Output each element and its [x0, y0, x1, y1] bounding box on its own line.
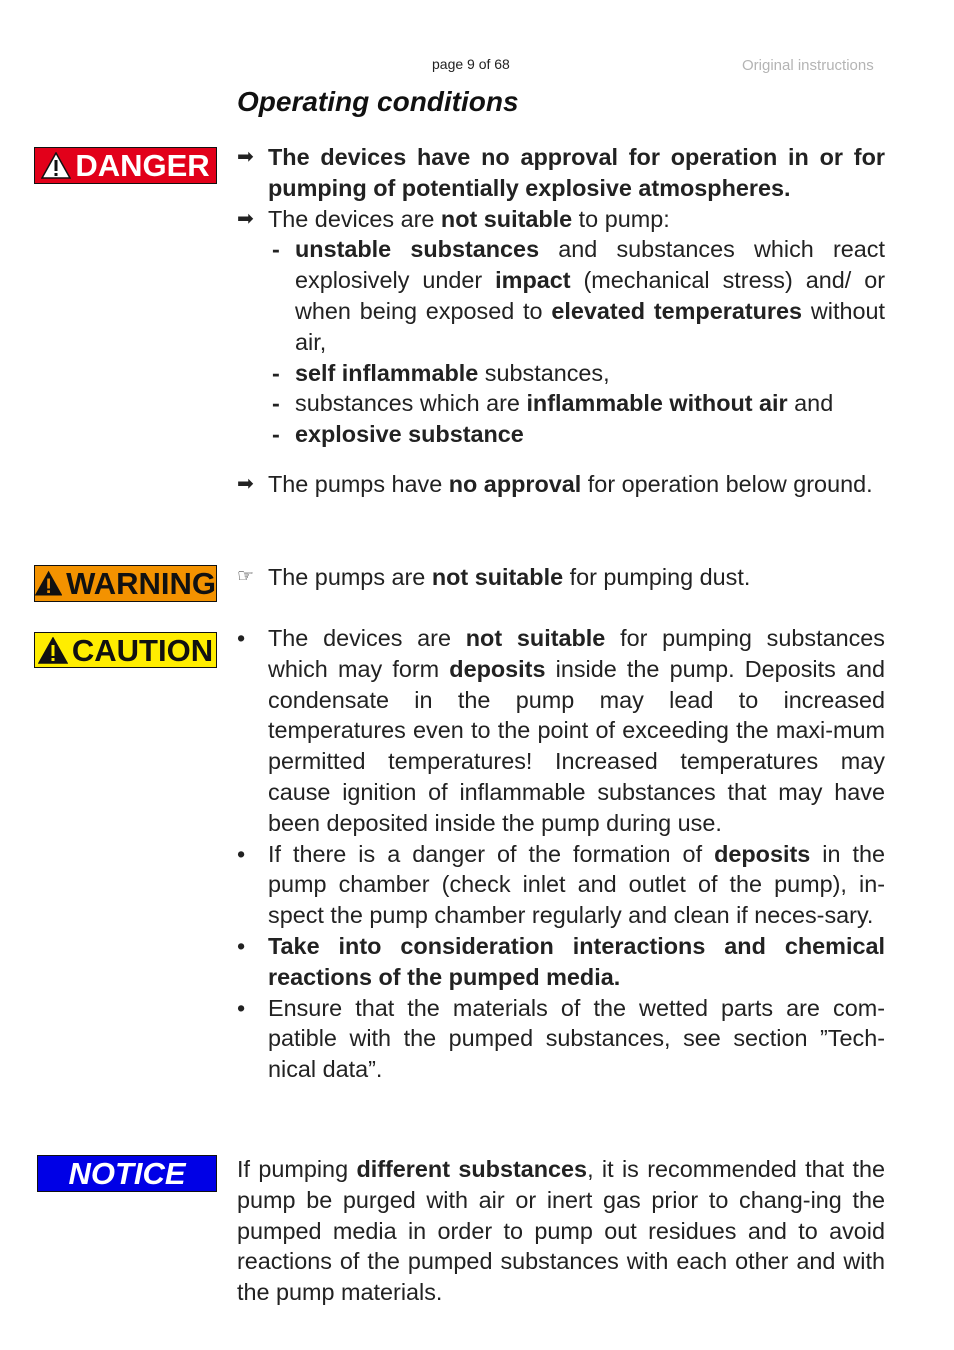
caution-item: [237, 931, 885, 993]
text: substances which are: [295, 390, 527, 417]
notice-sign: [37, 1155, 217, 1192]
text-bold: explosive substance: [295, 421, 524, 448]
caution-sign: [34, 632, 217, 668]
text: The devices are: [268, 205, 441, 232]
warning-sign: [34, 565, 217, 602]
text: for pumping dust.: [563, 564, 751, 590]
danger-item: [237, 204, 885, 235]
notice-content: [237, 1154, 885, 1308]
arrow-icon: ➡: [237, 207, 254, 230]
document-type: Original instructions: [742, 57, 874, 74]
warning-triangle-icon: [35, 570, 62, 597]
list-item: [237, 234, 885, 357]
warning-item: [237, 562, 885, 593]
arrow-icon: ➡: [237, 472, 254, 495]
text: and: [787, 390, 834, 417]
text: for pumping substances which may form: [268, 625, 885, 682]
text-bold: impact: [495, 267, 571, 294]
text: , it is recommended that the pump be purged with air or inert gas prior to chang-ing the pumped media in order to pump out residues and to avoid reactions of the pumped substances with each other and with the pump materials.: [237, 1156, 885, 1306]
text-bold: deposits: [449, 655, 546, 682]
warning-label: WARNING: [66, 566, 216, 601]
section-title: Operating conditions: [237, 86, 519, 117]
text: The pumps are: [268, 564, 432, 590]
list-item: [237, 358, 885, 389]
text-bold: inflammable without air: [526, 390, 788, 417]
text: If pumping: [237, 1156, 357, 1182]
bullet-marker: •: [237, 932, 246, 959]
dash-marker: -: [272, 359, 280, 386]
caution-item: [237, 993, 885, 1085]
text: The pumps have: [268, 470, 449, 497]
warning-triangle-icon: [41, 152, 71, 179]
text: The devices are: [268, 625, 466, 651]
dash-marker: -: [272, 390, 280, 417]
text: for operation below ground.: [581, 470, 873, 497]
dash-marker: -: [272, 236, 280, 263]
text-bold: not suitable: [440, 205, 573, 232]
text-bold: Take into consideration interactions and chemical reactions of the pumped media.: [268, 932, 885, 990]
text: (mechanical stress) and/ or when being exposed to: [295, 267, 885, 324]
text: If there is a danger of the formation of: [268, 840, 715, 867]
text-bold: elevated temperatures: [551, 297, 803, 324]
text: Ensure that the materials of the wetted parts are com-patible with the pumped substances, see section ”Tech-nical data”.: [268, 994, 885, 1083]
text-bold: different substances: [356, 1156, 588, 1182]
bullet-marker: •: [237, 840, 246, 867]
notice-paragraph: [237, 1154, 885, 1308]
pointing-hand-icon: ☞: [237, 566, 255, 587]
text-bold: unstable substances: [295, 236, 540, 263]
notice-label: NOTICE: [68, 1156, 186, 1191]
list-item: [237, 419, 885, 450]
caution-label: CAUTION: [71, 632, 214, 668]
caution-item: [237, 839, 885, 931]
text-bold: no approval: [448, 470, 582, 497]
list-item: [237, 388, 885, 419]
caution-item: [237, 623, 885, 839]
danger-item: [237, 469, 885, 500]
page-number: page 9 of 68: [432, 56, 510, 72]
text: inside the pump. Deposits and condensate in the pump may lead to increased temperatures even to the point of exceeding the maxi-mum permitted temperatures! Increased temperatures may cause ignition of inflammable substances that may have been deposited inside the pump during use.: [268, 655, 885, 836]
danger-content: [237, 142, 885, 500]
text-bold: self inflammable: [295, 359, 479, 386]
text: without air,: [295, 297, 885, 355]
text: substances,: [478, 359, 610, 386]
warning-content: [237, 562, 885, 593]
text: and substances which react explosively under: [295, 236, 885, 294]
danger-text: The devices have no approval for operation in or for pumping of potentially explosive atmospheres.: [268, 144, 885, 201]
text-bold: deposits: [714, 840, 811, 867]
caution-content: [237, 623, 885, 1085]
text: to pump:: [572, 205, 670, 232]
arrow-icon: ➡: [237, 146, 254, 168]
text-bold: not suitable: [431, 564, 564, 590]
bullet-marker: •: [237, 994, 246, 1021]
danger-sign: [34, 147, 217, 184]
danger-label: DANGER: [75, 148, 210, 183]
text: in the pump chamber (check inlet and outlet of the pump), in-spect the pump chamber regularly and clean if neces-sary.: [268, 840, 885, 929]
text-bold: not suitable: [465, 625, 606, 651]
dash-marker: -: [272, 421, 280, 448]
warning-triangle-icon: [38, 637, 68, 664]
bullet-marker: •: [237, 625, 246, 651]
danger-item: [237, 142, 885, 204]
